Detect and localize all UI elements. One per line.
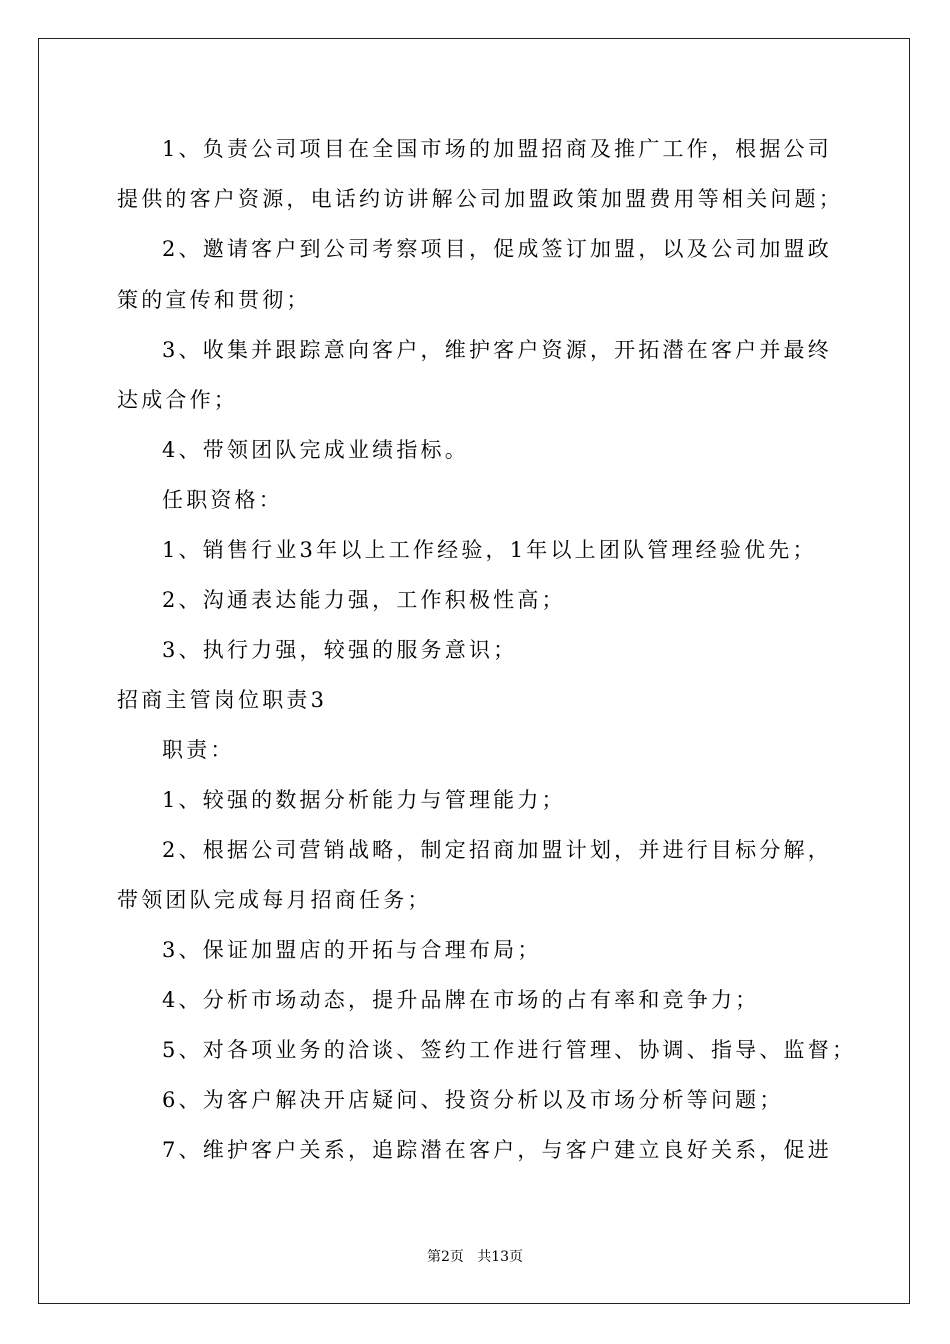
duty-line-1-cont: 提供的客户资源，电话约访讲解公司加盟政策加盟费用等相关问题；	[117, 187, 843, 211]
duty-item-6: 6、为客户解决开店疑问、投资分析以及市场分析等问题；	[162, 1088, 784, 1112]
duty-item-3: 3、保证加盟店的开拓与合理布局；	[162, 938, 542, 962]
duty-line-2: 2、邀请客户到公司考察项目，促成签订加盟，以及公司加盟政	[162, 237, 832, 261]
duty-line-1: 1、负责公司项目在全国市场的加盟招商及推广工作，根据公司	[162, 137, 832, 161]
duty-line-4: 4、带领团队完成业绩指标。	[162, 438, 469, 462]
duty-item-1: 1、较强的数据分析能力与管理能力；	[162, 788, 566, 812]
duty-item-5: 5、对各项业务的洽谈、签约工作进行管理、协调、指导、监督；	[162, 1038, 857, 1062]
duty-item-7: 7、维护客户关系，追踪潜在客户，与客户建立良好关系，促进	[162, 1138, 832, 1162]
section-title: 招商主管岗位职责3	[117, 688, 328, 712]
duty-item-2: 2、根据公司营销战略，制定招商加盟计划，并进行目标分解，	[162, 838, 832, 862]
qualification-line-1: 1、销售行业3年以上工作经验，1年以上团队管理经验优先；	[162, 538, 817, 562]
qualification-line-3: 3、执行力强，较强的服务意识；	[162, 638, 518, 662]
qualification-line-2: 2、沟通表达能力强，工作积极性高；	[162, 588, 566, 612]
page-number-footer: 第2页 共13页	[426, 1249, 524, 1265]
duty-item-4: 4、分析市场动态，提升品牌在市场的占有率和竞争力；	[162, 988, 760, 1012]
duty-line-2-cont: 策的宣传和贯彻；	[117, 288, 311, 312]
duty-item-2-cont: 带领团队完成每月招商任务；	[117, 888, 432, 912]
duty-line-3: 3、收集并跟踪意向客户，维护客户资源，开拓潜在客户并最终	[162, 338, 832, 362]
duty-line-3-cont: 达成合作；	[117, 388, 238, 412]
duties-heading: 职责：	[162, 738, 235, 762]
qualifications-heading: 任职资格：	[162, 488, 283, 512]
